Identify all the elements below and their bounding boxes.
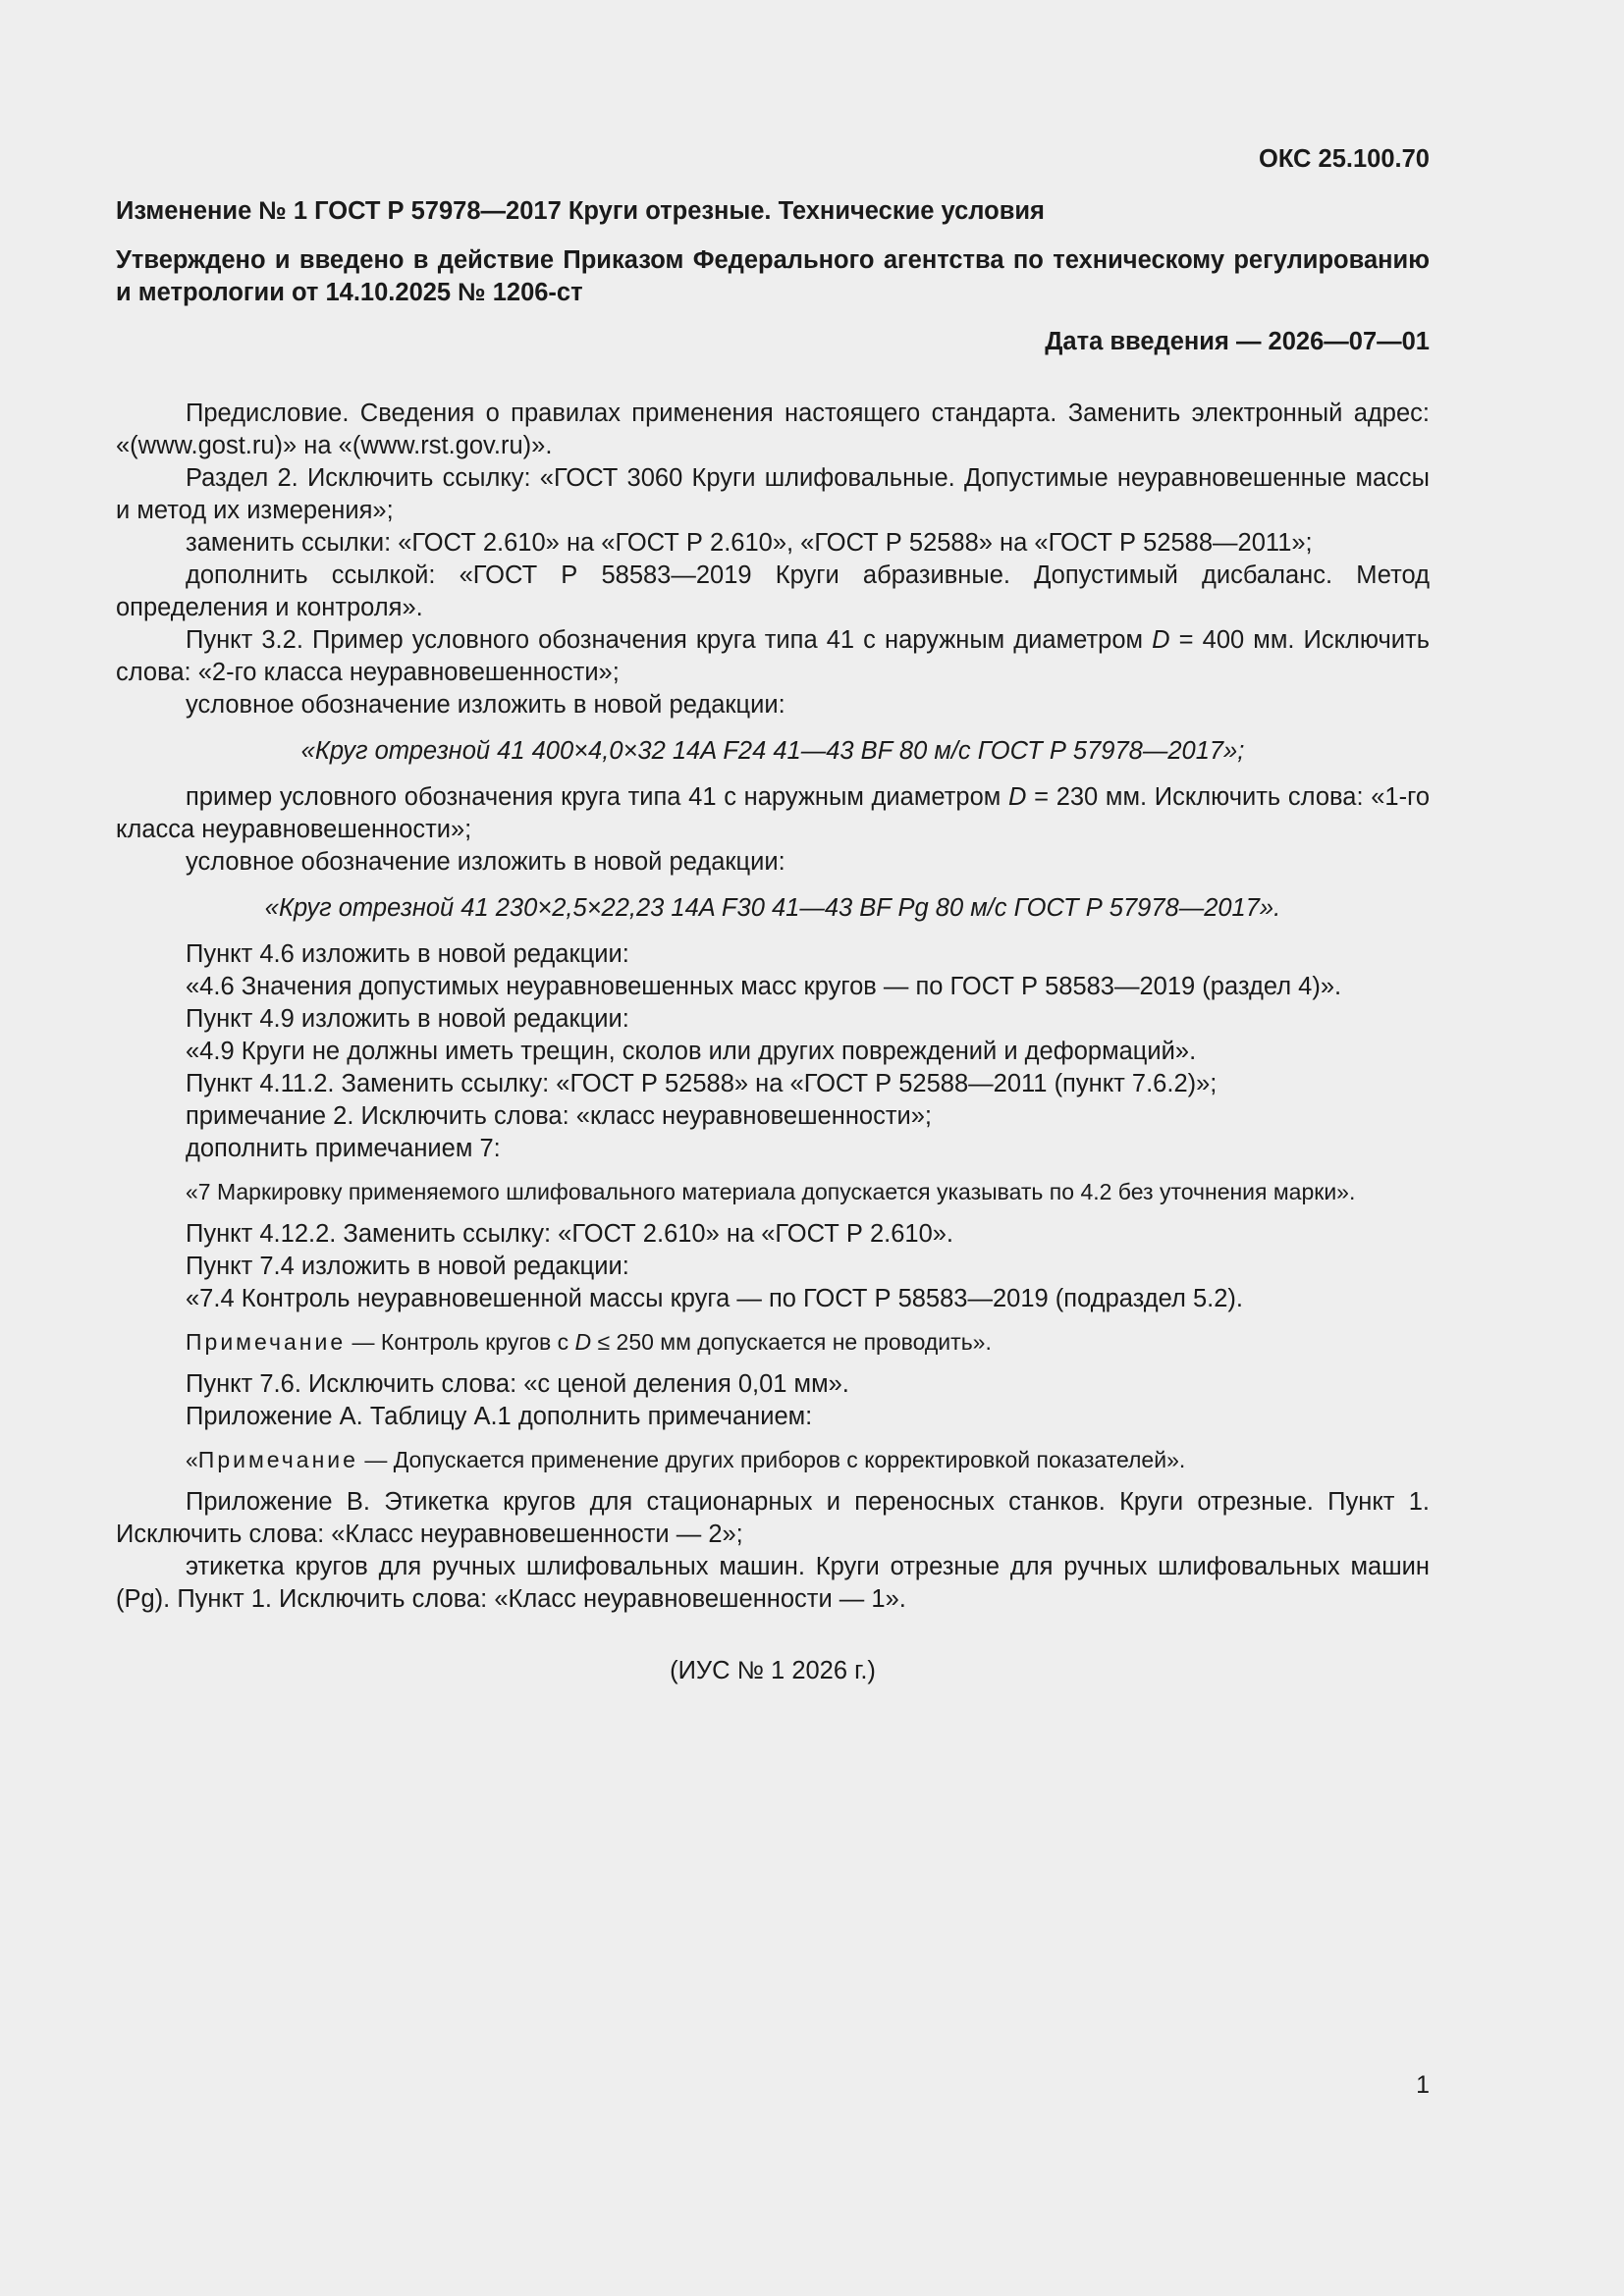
paragraph-example-230 — [116, 781, 1430, 846]
paragraph-add-note-7: дополнить примечанием 7: — [186, 1135, 501, 1162]
paragraph-foreword: Предисловие. Сведения о правилах применения настоящего стандарта. Заменить электронный адрес: «(www.gost.ru)» на «(www.rst.gov.ru)». — [116, 400, 1430, 459]
approval-statement: Утверждено и введено в действие Приказом Федерального агентства по техническому регулированию и метрологии от 14.10.2025 № 1206-ст — [116, 246, 1430, 306]
document-body — [116, 398, 1430, 1687]
paragraph-item-7-4-text: «7.4 Контроль неуравновешенной массы круга — по ГОСТ Р 58583—2019 (подраздел 5.2). — [186, 1285, 1244, 1312]
paragraph-appendix-v-1: Приложение В. Этикетка кругов для стационарных и переносных станков. Круги отрезные. Пункт 1. Исключить слова: «Класс неуравновешенности — 2»; — [116, 1488, 1430, 1548]
oks-code: ОКС 25.100.70 — [1258, 145, 1430, 173]
document-title: Изменение № 1 ГОСТ Р 57978—2017 Круги отрезные. Технические условия — [116, 197, 1045, 225]
note-appendix-a — [116, 1445, 1430, 1474]
paragraph-replace-refs: заменить ссылки: «ГОСТ 2.610» на «ГОСТ Р 2.610», «ГОСТ Р 52588» на «ГОСТ Р 52588—2011»; — [186, 529, 1313, 557]
note-7: «7 Маркировку применяемого шлифовального материала допускается указывать по 4.2 без уточнения марки». — [186, 1179, 1356, 1204]
paragraph-item-7-4: Пункт 7.4 изложить в новой редакции: — [186, 1253, 629, 1280]
effective-date: Дата введения — 2026—07—01 — [1045, 328, 1430, 355]
paragraph-item-7-6: Пункт 7.6. Исключить слова: «с ценой деления 0,01 мм». — [186, 1370, 849, 1398]
paragraph-designation-1: условное обозначение изложить в новой редакции: — [186, 691, 785, 719]
ius-reference: (ИУС № 1 2026 г.) — [670, 1657, 876, 1684]
variable-d: D — [1152, 626, 1170, 654]
designation-example-1: «Круг отрезной 41 400×4,0×32 14A F24 41—43 BF 80 м/с ГОСТ Р 57978—2017»; — [300, 737, 1245, 765]
note-label: Примечание — [197, 1447, 358, 1472]
paragraph-appendix-a: Приложение А. Таблицу А.1 дополнить примечанием: — [186, 1403, 813, 1430]
paragraph-section-2: Раздел 2. Исключить ссылку: «ГОСТ 3060 Круги шлифовальные. Допустимые неуравновешенные массы и метод их измерения»; — [116, 464, 1430, 524]
variable-d: D — [574, 1329, 592, 1355]
note-control — [116, 1327, 1430, 1357]
paragraph-item-4-11-2: Пункт 4.11.2. Заменить ссылку: «ГОСТ Р 52588» на «ГОСТ Р 52588—2011 (пункт 7.6.2)»; — [186, 1070, 1218, 1097]
paragraph-item-4-12-2: Пункт 4.12.2. Заменить ссылку: «ГОСТ 2.610» на «ГОСТ Р 2.610». — [186, 1220, 954, 1248]
variable-d: D — [1008, 783, 1027, 811]
text-part: — Допускается применение других приборов с корректировкой показателей». — [357, 1447, 1186, 1472]
text-part: Пункт 3.2. Пример условного обозначения круга типа 41 с наружным диаметром — [186, 626, 1153, 654]
text-part: = 230 мм. Исключить слова: «1-го класса неуравновешенности»; — [116, 783, 1430, 843]
text-part: ≤ 250 мм допускается не проводить». — [591, 1329, 992, 1355]
paragraph-note-2: примечание 2. Исключить слова: «класс неуравновешенности»; — [186, 1102, 933, 1130]
paragraph-add-ref: дополнить ссылкой: «ГОСТ Р 58583—2019 Круги абразивные. Допустимый дисбаланс. Метод определения и контроля». — [116, 561, 1430, 621]
paragraph-appendix-v-2: этикетка кругов для ручных шлифовальных машин. Круги отрезные для ручных шлифовальных машин (Pg). Пункт 1. Исключить слова: «Класс неуравновешенности — 1». — [116, 1553, 1430, 1613]
document-content — [116, 143, 1430, 1687]
designation-example-2: «Круг отрезной 41 230×2,5×22,23 14A F30 41—43 BF Pg 80 м/с ГОСТ Р 57978—2017». — [264, 894, 1281, 922]
paragraph-item-4-9-text: «4.9 Круги не должны иметь трещин, сколов или других повреждений и деформаций». — [186, 1038, 1197, 1065]
paragraph-designation-2: условное обозначение изложить в новой редакции: — [186, 848, 785, 876]
note-label: Примечание — [186, 1329, 347, 1355]
text-part: = 400 мм. Исключить слова: «2-го класса неуравновешенности»; — [116, 626, 1430, 686]
text-part: « — [186, 1447, 198, 1472]
text-part: — Контроль кругов с — [346, 1329, 575, 1355]
paragraph-item-4-6: Пункт 4.6 изложить в новой редакции: — [186, 940, 629, 968]
page-number: 1 — [1416, 2071, 1430, 2099]
paragraph-item-4-9: Пункт 4.9 изложить в новой редакции: — [186, 1005, 629, 1033]
text-part: пример условного обозначения круга типа 41 с наружным диаметром — [186, 783, 1008, 811]
paragraph-item-4-6-text: «4.6 Значения допустимых неуравновешенных масс кругов — по ГОСТ Р 58583—2019 (раздел 4)». — [186, 973, 1342, 1000]
paragraph-item-3-2 — [116, 624, 1430, 689]
